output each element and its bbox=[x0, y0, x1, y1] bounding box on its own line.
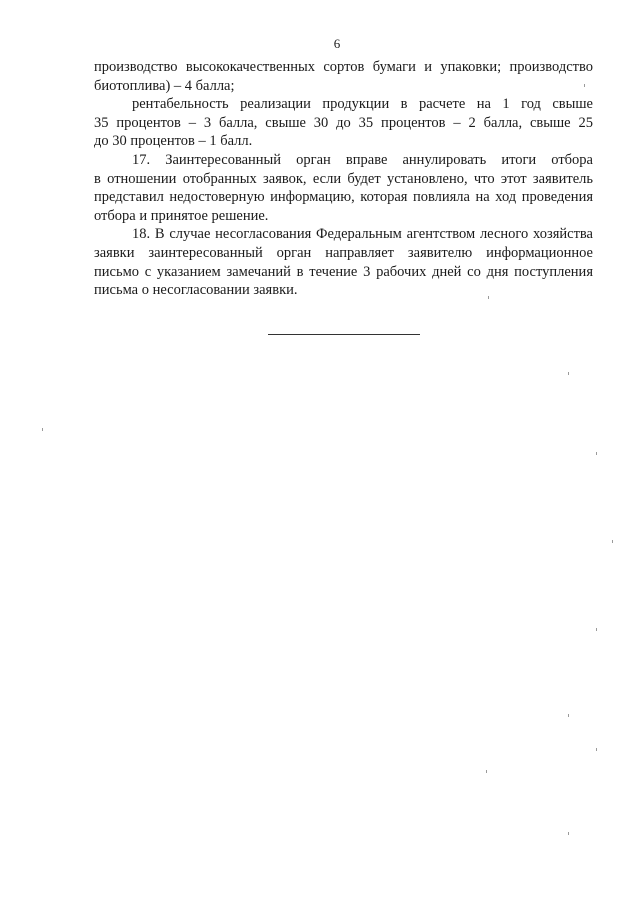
text-line: письма о несогласовании заявки. bbox=[94, 282, 298, 299]
scan-speck bbox=[596, 452, 597, 455]
scan-speck bbox=[584, 84, 585, 87]
scan-speck bbox=[568, 372, 569, 375]
page-number: 6 bbox=[333, 36, 341, 51]
scan-speck bbox=[568, 714, 569, 717]
document-body bbox=[94, 58, 593, 300]
text-line: заявки заинтересованный орган направляет заявителю информационное bbox=[94, 244, 593, 261]
paragraph-profitability bbox=[94, 95, 593, 151]
scan-speck bbox=[488, 296, 489, 299]
scan-speck bbox=[568, 832, 569, 835]
text-line: 35 процентов – 3 балла, свыше 30 до 35 процентов – 2 балла, свыше 25 bbox=[94, 114, 593, 131]
text-line: отбора и принятое решение. bbox=[94, 207, 269, 224]
scan-speck bbox=[612, 540, 613, 543]
text-line: производство высококачественных сортов бумаги и упаковки; производство bbox=[94, 59, 593, 75]
scan-speck bbox=[486, 770, 487, 773]
paragraph-item-18 bbox=[94, 225, 593, 299]
text-line: в отношении отобранных заявок, если будет установлено, что этот заявитель bbox=[94, 170, 593, 187]
text-line: 17. Заинтересованный орган вправе аннулировать итоги отбора bbox=[132, 151, 593, 168]
scan-speck bbox=[596, 748, 597, 751]
text-line: рентабельность реализации продукции в расчете на 1 год свыше bbox=[132, 96, 593, 113]
text-line: до 30 процентов – 1 балл. bbox=[94, 133, 253, 150]
paragraph-continuation bbox=[94, 58, 593, 95]
text-line: письмо с указанием замечаний в течение 3 рабочих дней со дня поступления bbox=[94, 263, 593, 280]
text-line: 18. В случае несогласования Федеральным агентством лесного хозяйства bbox=[132, 226, 593, 243]
text-line: представил недостоверную информацию, которая повлияла на ход проведения bbox=[94, 189, 593, 206]
paragraph-item-17 bbox=[94, 151, 593, 225]
text-line: биотоплива) – 4 балла; bbox=[94, 77, 235, 94]
scan-speck bbox=[42, 428, 43, 431]
scan-speck bbox=[596, 628, 597, 631]
end-of-text-rule bbox=[268, 334, 420, 335]
